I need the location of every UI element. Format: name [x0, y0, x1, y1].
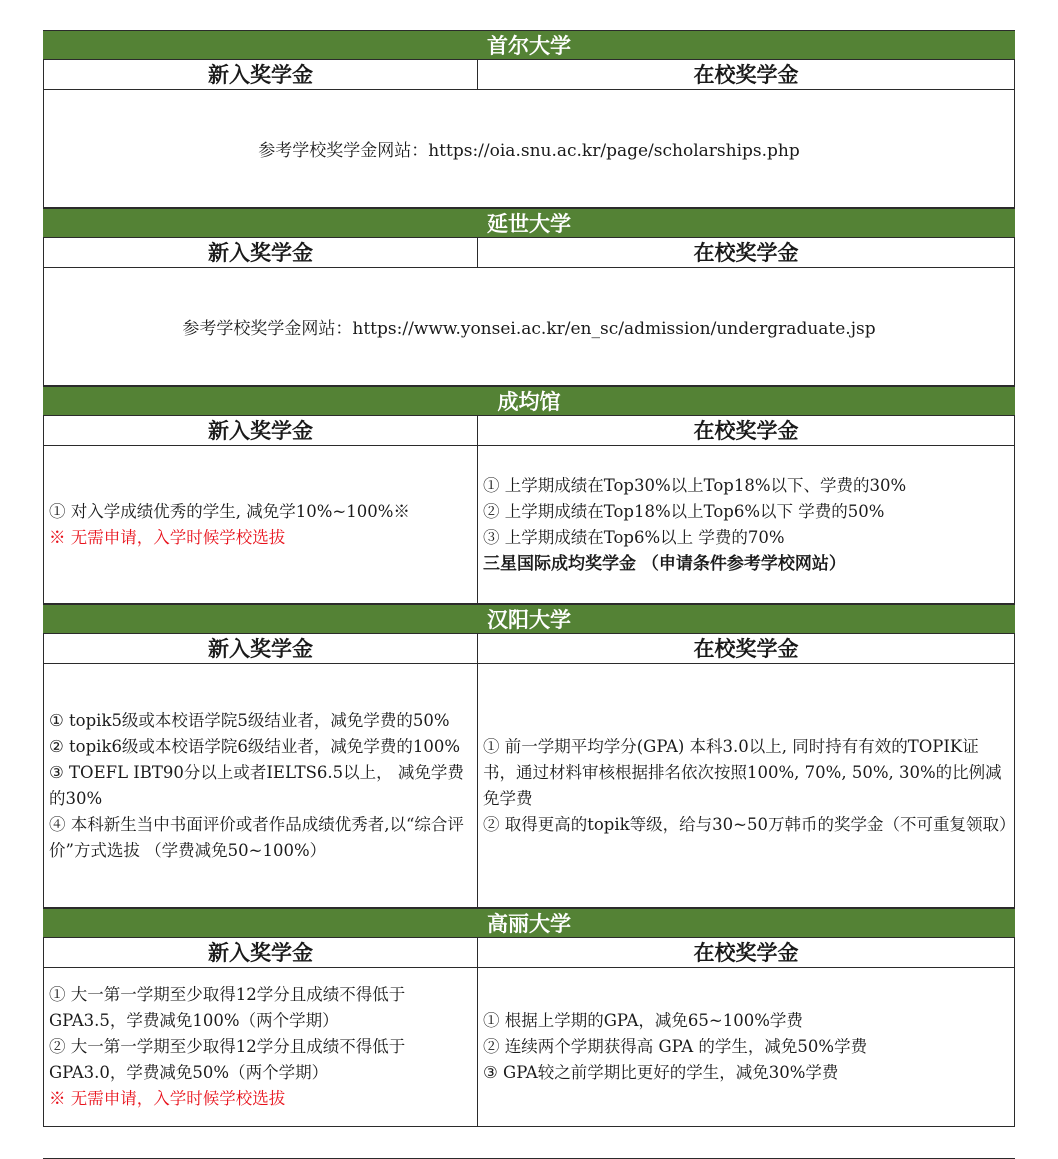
list-item: ① 根据上学期的GPA，减免65~100%学费: [483, 1011, 803, 1030]
column-header-row: [44, 60, 1014, 90]
new-scholarship-cell: [44, 446, 478, 603]
selection-note: ※ 无需申请，入学时候学校选拔: [49, 527, 286, 547]
university-section-skku: [43, 386, 1015, 604]
university-section-korea: [43, 908, 1015, 1127]
current-scholarship-header: 在校奖学金: [693, 940, 799, 965]
current-scholarship-cell: [478, 446, 1014, 603]
current-scholarship-header: 在校奖学金: [693, 636, 799, 661]
list-item: ① 前一学期平均学分(GPA) 本科3.0以上, 同时持有有效的TOPIK证书，通过材料审核根据排名依次按照100%, 70%, 50%, 30%的比例减免学费: [483, 736, 1002, 808]
scholarship-content-row: [44, 664, 1014, 908]
list-item: ② topik6级或本校语学院6级结业者，减免学费的100%: [49, 736, 461, 756]
new-scholarship-header: 新入奖学金: [44, 938, 478, 967]
scholarship-content-row: [44, 446, 1014, 604]
new-scholarship-header: 新入奖学金: [44, 416, 478, 445]
selection-note: ※ 无需申请，入学时候学校选拔: [49, 1089, 286, 1108]
list-item: ② 大一第一学期至少取得12学分且成绩不得低于GPA3.0，学费减免50%（两个学期）: [49, 1037, 406, 1082]
column-header-row: [44, 938, 1014, 968]
university-title: 高丽大学: [43, 908, 1015, 938]
list-item: ③ GPA较之前学期比更好的学生，减免30%学费: [483, 1063, 839, 1082]
column-header-row: [44, 238, 1014, 268]
university-section-yonsei: [43, 208, 1015, 386]
list-item: ① 对入学成绩优秀的学生, 减免学10%~100%※: [49, 501, 410, 521]
list-item: ④ 本科新生当中书面评价或者作品成绩优秀者,以“综合评价”方式选拔 （学费减免50~100%）: [49, 814, 464, 860]
list-item: ① 上学期成绩在Top30%以上Top18%以下、学费的30%: [483, 475, 907, 495]
current-scholarship-header: 在校奖学金: [693, 418, 799, 443]
reference-note: [44, 90, 1014, 208]
university-title: 延世大学: [43, 208, 1015, 238]
current-scholarship-header: 在校奖学金: [693, 62, 799, 87]
samsung-scholarship-note: 三星国际成均奖学金 （申请条件参考学校网站）: [483, 553, 846, 574]
current-scholarship-header: 在校奖学金: [693, 240, 799, 265]
list-item: ② 连续两个学期获得高 GPA 的学生，减免50%学费: [483, 1037, 868, 1056]
list-item: ② 取得更高的topik等级，给与30~50万韩币的奖学金（不可重复领取）: [483, 814, 1016, 834]
current-scholarship-cell: [478, 664, 1014, 907]
reference-link-text[interactable]: 参考学校奖学金网站：https://www.yonsei.ac.kr/en_sc/admission/undergraduate.jsp: [182, 319, 876, 339]
new-scholarship-header: 新入奖学金: [44, 60, 478, 89]
university-section-hanyang: [43, 604, 1015, 908]
university-title: 首尔大学: [43, 30, 1015, 60]
new-scholarship-header: 新入奖学金: [44, 634, 478, 663]
university-title: 汉阳大学: [43, 604, 1015, 634]
list-item: ① topik5级或本校语学院5级结业者，减免学费的50%: [49, 710, 450, 730]
new-scholarship-cell: [44, 968, 478, 1126]
current-scholarship-cell: [478, 968, 1014, 1126]
new-scholarship-cell: [44, 664, 478, 907]
scholarship-content-row: [44, 968, 1014, 1127]
university-section-snu: [43, 30, 1015, 208]
list-item: ② 上学期成绩在Top18%以上Top6%以下 学费的50%: [483, 501, 885, 521]
column-header-row: [44, 416, 1014, 446]
list-item: ③ 上学期成绩在Top6%以上 学费的70%: [483, 527, 785, 547]
column-header-row: [44, 634, 1014, 664]
reference-link-text[interactable]: 参考学校奖学金网站：https://oia.snu.ac.kr/page/scholarships.php: [258, 141, 800, 161]
list-item: ③ TOEFL IBT90分以上或者IELTS6.5以上， 减免学费的30%: [49, 762, 464, 808]
list-item: ① 大一第一学期至少取得12学分且成绩不得低于GPA3.5，学费减免100%（两个学期）: [49, 985, 406, 1030]
reference-note: [44, 268, 1014, 386]
new-scholarship-header: 新入奖学金: [44, 238, 478, 267]
scholarship-table: [43, 30, 1015, 1127]
university-title: 成均馆: [43, 386, 1015, 416]
